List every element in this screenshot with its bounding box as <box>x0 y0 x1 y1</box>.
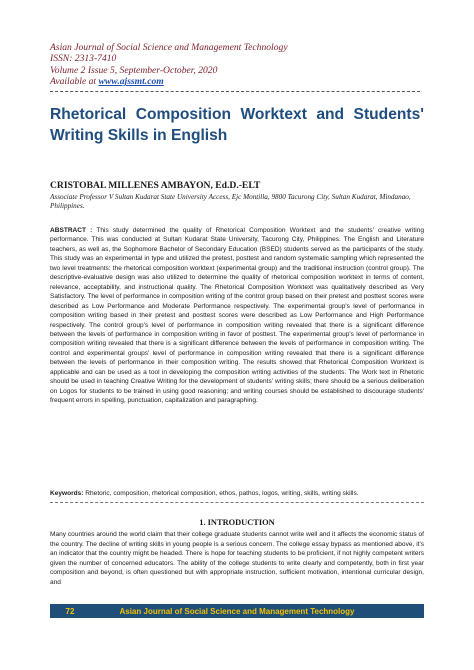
journal-volume: Volume 2 Issue 5, September-October, 2020 <box>50 64 218 76</box>
paper-title <box>50 104 424 146</box>
header-divider <box>50 91 420 92</box>
title-line-2: Writing Skills in English <box>50 127 228 144</box>
keywords-divider <box>50 502 424 503</box>
keywords-text: Rhetoric, composition, rhetorical composition, ethos, pathos, logos, writing, skills, writing skills. <box>83 490 359 497</box>
page-footer <box>50 604 424 618</box>
title-word: Rhetorical <box>50 106 127 123</box>
title-word: and <box>316 106 345 123</box>
journal-issn: ISSN: 2313-7410 <box>50 53 117 65</box>
title-word: Composition <box>135 106 232 123</box>
author-affiliation: Associate Professor V Sultan Kudarat State University Access, Ejc Montilla, 9800 Tacurong City, Sultan Kudarat, Mindanao, Philippines. <box>50 193 411 211</box>
journal-website-link[interactable]: www.ajssmt.com <box>98 76 164 88</box>
title-word: Worktext <box>240 106 307 123</box>
keywords-label: Keywords: <box>50 490 84 497</box>
author-name: CRISTOBAL MILLENES AMBAYON, Ed.D.-ELT <box>50 180 261 191</box>
footer-journal-name: Asian Journal of Social Science and Management Technology <box>119 606 355 616</box>
keywords <box>50 489 424 498</box>
journal-availability <box>50 76 440 87</box>
journal-name: Asian Journal of Social Science and Management Technology <box>50 42 288 53</box>
availability-prefix: Available at <box>50 76 99 88</box>
section-heading: 1. INTRODUCTION <box>199 518 275 527</box>
title-line-1 <box>50 104 424 125</box>
abstract <box>50 226 424 406</box>
page-number: 72 <box>65 606 75 616</box>
journal-header <box>50 42 440 88</box>
abstract-label: ABSTRACT : <box>50 227 93 234</box>
introduction-text: Many countries around the world claim that their college graduate students cannot write well and it affects the economic status of the country. The decline of writing skills in young people is a serious concern. The college essay bypass as mentioned above, it's an indicator that the country might be headed. There is hope for teaching students to be proficient, if not highly competent writers given the number of concerned educators. The ability of the college students to write clearly and competently, both in first year composition and beyond, is often questioned but with appropriate instruction, sufficient motivation, intentional curricular design, and <box>50 531 424 586</box>
abstract-text: This study determined the quality of Rhetorical Composition Worktext and the students' creative writing performance. This was conducted at Sultan Kudarat State University, Tacurong City, Philippines. The English and Literature teachers, as well as, the Sophomore Bachelor of Secondary Education (BSED) students served as the participants of the study. This study was an experimental in type and utilized the pretest, posttest and random systematic sampling which represented the two level treatments: the rhetorical composition worktext (experimental group) and the traditional instruction (control group). The descriptive-evaluative design was also utilized to determine the quality of rhetorical composition worktext in terms of content, relevance, acceptability, and instructional quality. The Rhetorical Composition Worktext was qualitatively described as Very Satisfactory. The level of performance in composition writing of the control group based on their pretest and posttest scores were described as Low Performance and Moderate Performance respectively. The experimental group's level of performance in composition writing based in their pretest and posttest scores were described as Low Performance and High Performance respectively. The control group's level of performance in composition writing revealed that there is a significant difference between the levels of performance in composition writing in favor of posttest. The experimental group's level of performance in composition writing revealed that there is a significant difference between the levels of performance in composition writing. The control and experimental groups' level of performance in composition writing revealed that there is a significant difference between the levels of performance in their composition writing. The results showed that Rhetorical Composition Worktext is applicable and can be used as a tool in developing the composition writing activities of the students. The Work text in Rhetoric should be used in teaching Creative Writing for the development of students' writing skills; there should be a serious deliberation on Logos for students to be trained in using good reasoning; and writing courses should be established to discourage students' frequent errors in spelling, punctuation, capitalization and paragraphing. <box>50 227 424 405</box>
title-word: Students' <box>353 106 424 123</box>
